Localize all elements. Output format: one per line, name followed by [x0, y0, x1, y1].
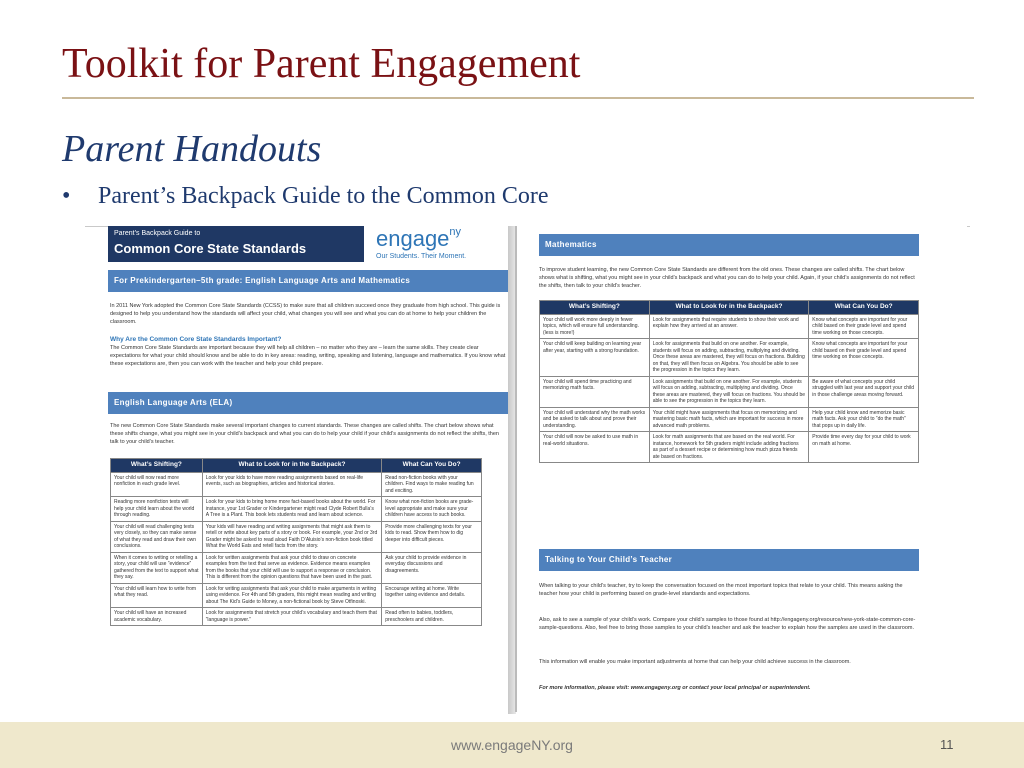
table-cell: Provide more challenging texts for your kids to read. Show them how to dig deeper into difficult pieces. [382, 521, 482, 552]
table-cell: Help your child know and memorize basic math facts. Ask your child to “do the math” that pops up in daily life. [809, 407, 919, 432]
math-intro-paragraph: To improve student learning, the new Common Core State Standards are different from the old ones. These changes are called shifts. The chart below shows what is shifting, what you might see in your child’s backpack and what you can do to help your child. Again, if your child’s assignments do not reflect the shifts, then talk to your child’s teacher. [539, 267, 915, 289]
column-header: What’s Shifting? [111, 459, 203, 473]
table-cell: Look for your kids to have more reading assignments based on real-life events, such as biographies, articles and historical stories. [202, 472, 381, 497]
table-cell: Look for your kids to bring home more fact-based books about the world. For instance, your 1st Grader or Kindergartener might read Clyde Robert Bulla’s A Tree is a Plant. This book lets students read and learn about science. [202, 497, 381, 522]
why-paragraph: The Common Core State Standards are important because they will help all children – no matter who they are – learn the same skills. They create clear expectations for what your child should know and be able to do in key areas: reading, writing, speaking and listening, language and mathematics. If you know what these expectations are, then you can work with the teacher and help your child prepare. [110, 345, 506, 367]
column-header: What to Look for in the Backpack? [649, 301, 809, 315]
table-cell: Look for writing assignments that ask your child to make arguments in writing using evidence. For 4th and 5th graders, this might mean reading and writing about The Kid’s Guide to Money, a non-fictional book by Steve Otfinoski. [202, 583, 381, 608]
table-cell: Look for written assignments that ask your child to draw on concrete examples from the text that serve as evidence. Evidence means examples from the books that your child will use to support a response or conclusion. This is different from the opinion questions that have been used in the past. [202, 552, 381, 583]
table-cell: When it comes to writing or retelling a story, your child will use “evidence” gathered from the text to support what they say. [111, 552, 203, 583]
handout-header-small: Parent’s Backpack Guide to [114, 230, 201, 237]
table-row [540, 407, 919, 432]
title-divider [62, 97, 974, 99]
table-cell: Look assignments that build on one another. For example, students will focus on adding, subtracting, multiplying and dividing. Once these areas are mastered, they will focus on fractions. You should be able to see the progression in the topics they learn. [649, 376, 809, 407]
logo-word: engage [376, 226, 450, 251]
table-cell: Look for assignments that build on one another. For example, students will focus on adding, subtracting, multiplying and dividing. Once these areas are mastered, they will focus on fractions. Building on that, they will then focus on Algebra. You should be able to see the progression in the topics they learn. [649, 339, 809, 377]
table-row [111, 521, 482, 552]
table-cell: Your child might have assignments that focus on memorizing and mastering basic math facts, which are important for success in more advanced math problems. [649, 407, 809, 432]
table-cell: Your child will read challenging texts very closely, so they can make sense of what they read and draw their own conclusions. [111, 521, 203, 552]
table-row [540, 432, 919, 463]
bullet-item [62, 183, 549, 210]
table-cell: Ask your child to provide evidence in everyday discussions and disagreements. [382, 552, 482, 583]
table-row [111, 608, 482, 626]
table-cell: Your kids will have reading and writing assignments that might ask them to retell or write about key parts of a story or book. For example, your 2nd or 3rd Grader might be asked to read aloud Faith D’Aluisio’s non-fiction book titled What the World Eats and retell facts from the story. [202, 521, 381, 552]
table-cell: Your child will now read more nonfiction in each grade level. [111, 472, 203, 497]
table-cell: Reading more nonfiction texts will help your child learn about the world through reading. [111, 497, 203, 522]
table-cell: Your child will work more deeply in fewer topics, which will ensure full understanding. (less is more!) [540, 314, 650, 339]
table-row [540, 339, 919, 377]
slide-subtitle: Parent Handouts [62, 128, 322, 170]
table-cell: Your child will have an increased academic vocabulary. [111, 608, 203, 626]
math-shifts-table [539, 300, 919, 463]
table-cell: Provide time every day for your child to work on math at home. [809, 432, 919, 463]
section-band-math: Mathematics [539, 234, 919, 256]
slide-title: Toolkit for Parent Engagement [62, 41, 581, 87]
why-heading: Why Are the Common Core State Standards Important? [110, 336, 282, 343]
handout-page-right [515, 226, 967, 712]
table-row [540, 376, 919, 407]
column-header: What to Look for in the Backpack? [202, 459, 381, 473]
table-row [111, 497, 482, 522]
page-number: 11 [940, 737, 954, 752]
column-header: What Can You Do? [809, 301, 919, 315]
table-cell: Read often to babies, toddlers, preschoolers and children. [382, 608, 482, 626]
bullet-marker: • [62, 183, 71, 209]
table-row [111, 583, 482, 608]
bullet-text: Parent’s Backpack Guide to the Common Core [98, 183, 549, 209]
section-band-grades: For Prekindergarten–5th grade: English Language Arts and Mathematics [108, 270, 511, 292]
column-header: What Can You Do? [382, 459, 482, 473]
table-cell: Look for math assignments that are based on the real world. For instance, homework for 5th graders might include adding fractions as part of a dessert recipe or determining how much pizza friends ate based on fractions. [649, 432, 809, 463]
section-band-teacher: Talking to Your Child’s Teacher [539, 549, 919, 571]
handout-page-left [108, 226, 511, 712]
table-cell: Your child will spend time practicing and memorizing math facts. [540, 376, 650, 407]
handout-header [108, 226, 364, 262]
table-cell: Read non-fiction books with your children. Find ways to make reading fun and exciting. [382, 472, 482, 497]
table-cell: Know what concepts are important for your child based on their grade level and spend time working on those concepts. [809, 314, 919, 339]
engageny-logo [376, 226, 511, 262]
teacher-paragraph-2: Also, ask to see a sample of your child’s work. Compare your child’s samples to those found at http://engageny.org/resource/new-york-state-common-core-sample-questions. Also, feel free to bring those samples to your child’s teacher and ask the teacher to explain how the samples are used in the classroom. [539, 617, 916, 631]
table-cell: Know what non-fiction books are grade-level appropriate and make sure your children have access to such books. [382, 497, 482, 522]
table-cell: Know what concepts are important for your child based on their grade level and spend time working on those concepts. [809, 339, 919, 377]
column-header: What’s Shifting? [540, 301, 650, 315]
table-cell: Your child will keep building on learning year after year, starting with a strong foundation. [540, 339, 650, 377]
logo-sup: ny [449, 226, 462, 238]
ela-intro-paragraph: The new Common Core State Standards make several important changes to current standards. These changes are called shifts. The chart below shows what these shifts change, what you might see in your child’s backpack and what you can do to help your child if your child’s assignments do not reflect the shifts, then talk to your child’s teacher. [110, 423, 499, 445]
teacher-paragraph-1: When talking to your child’s teacher, try to keep the conversation focused on the most important topics that relate to your child. This means asking the teacher how your child is performing based on grade-level standards and expectations. [539, 583, 903, 597]
intro-paragraph: In 2011 New York adopted the Common Core State Standards (CCSS) to make sure that all children succeed once they graduate from high school. This guide is designed to help you understand how the standards will affect your child, what changes you will see and what you can do at home to help your children the classroom. [110, 303, 501, 325]
table-row [540, 314, 919, 339]
table-cell: Look for assignments that require students to show their work and explain how they arrived at an answer. [649, 314, 809, 339]
table-cell: Encourage writing at home. Write together using evidence and details. [382, 583, 482, 608]
table-row [111, 552, 482, 583]
handout-header-title: Common Core State Standards [114, 241, 307, 256]
logo-tagline: Our Students. Their Moment. [376, 253, 467, 260]
table-cell: Your child will learn how to write from what they read. [111, 583, 203, 608]
footer-url: www.engageNY.org [451, 737, 573, 753]
ela-shifts-table [110, 458, 482, 626]
section-band-ela: English Language Arts (ELA) [108, 392, 511, 414]
table-cell: Your child will now be asked to use math in real-world situations. [540, 432, 650, 463]
teacher-paragraph-3: This information will enable you make important adjustments at home that can help your child achieve success in the classroom. [539, 659, 851, 665]
table-cell: Be aware of what concepts your child struggled with last year and support your child in those challenge areas moving forward. [809, 376, 919, 407]
more-info-line: For more information, please visit: www.engageny.org or contact your local principal or superintendent. [539, 685, 811, 691]
table-row [111, 472, 482, 497]
table-cell: Look for assignments that stretch your child’s vocabulary and teach them that “language is power.” [202, 608, 381, 626]
table-cell: Your child will understand why the math works and be asked to talk about and prove their understanding. [540, 407, 650, 432]
